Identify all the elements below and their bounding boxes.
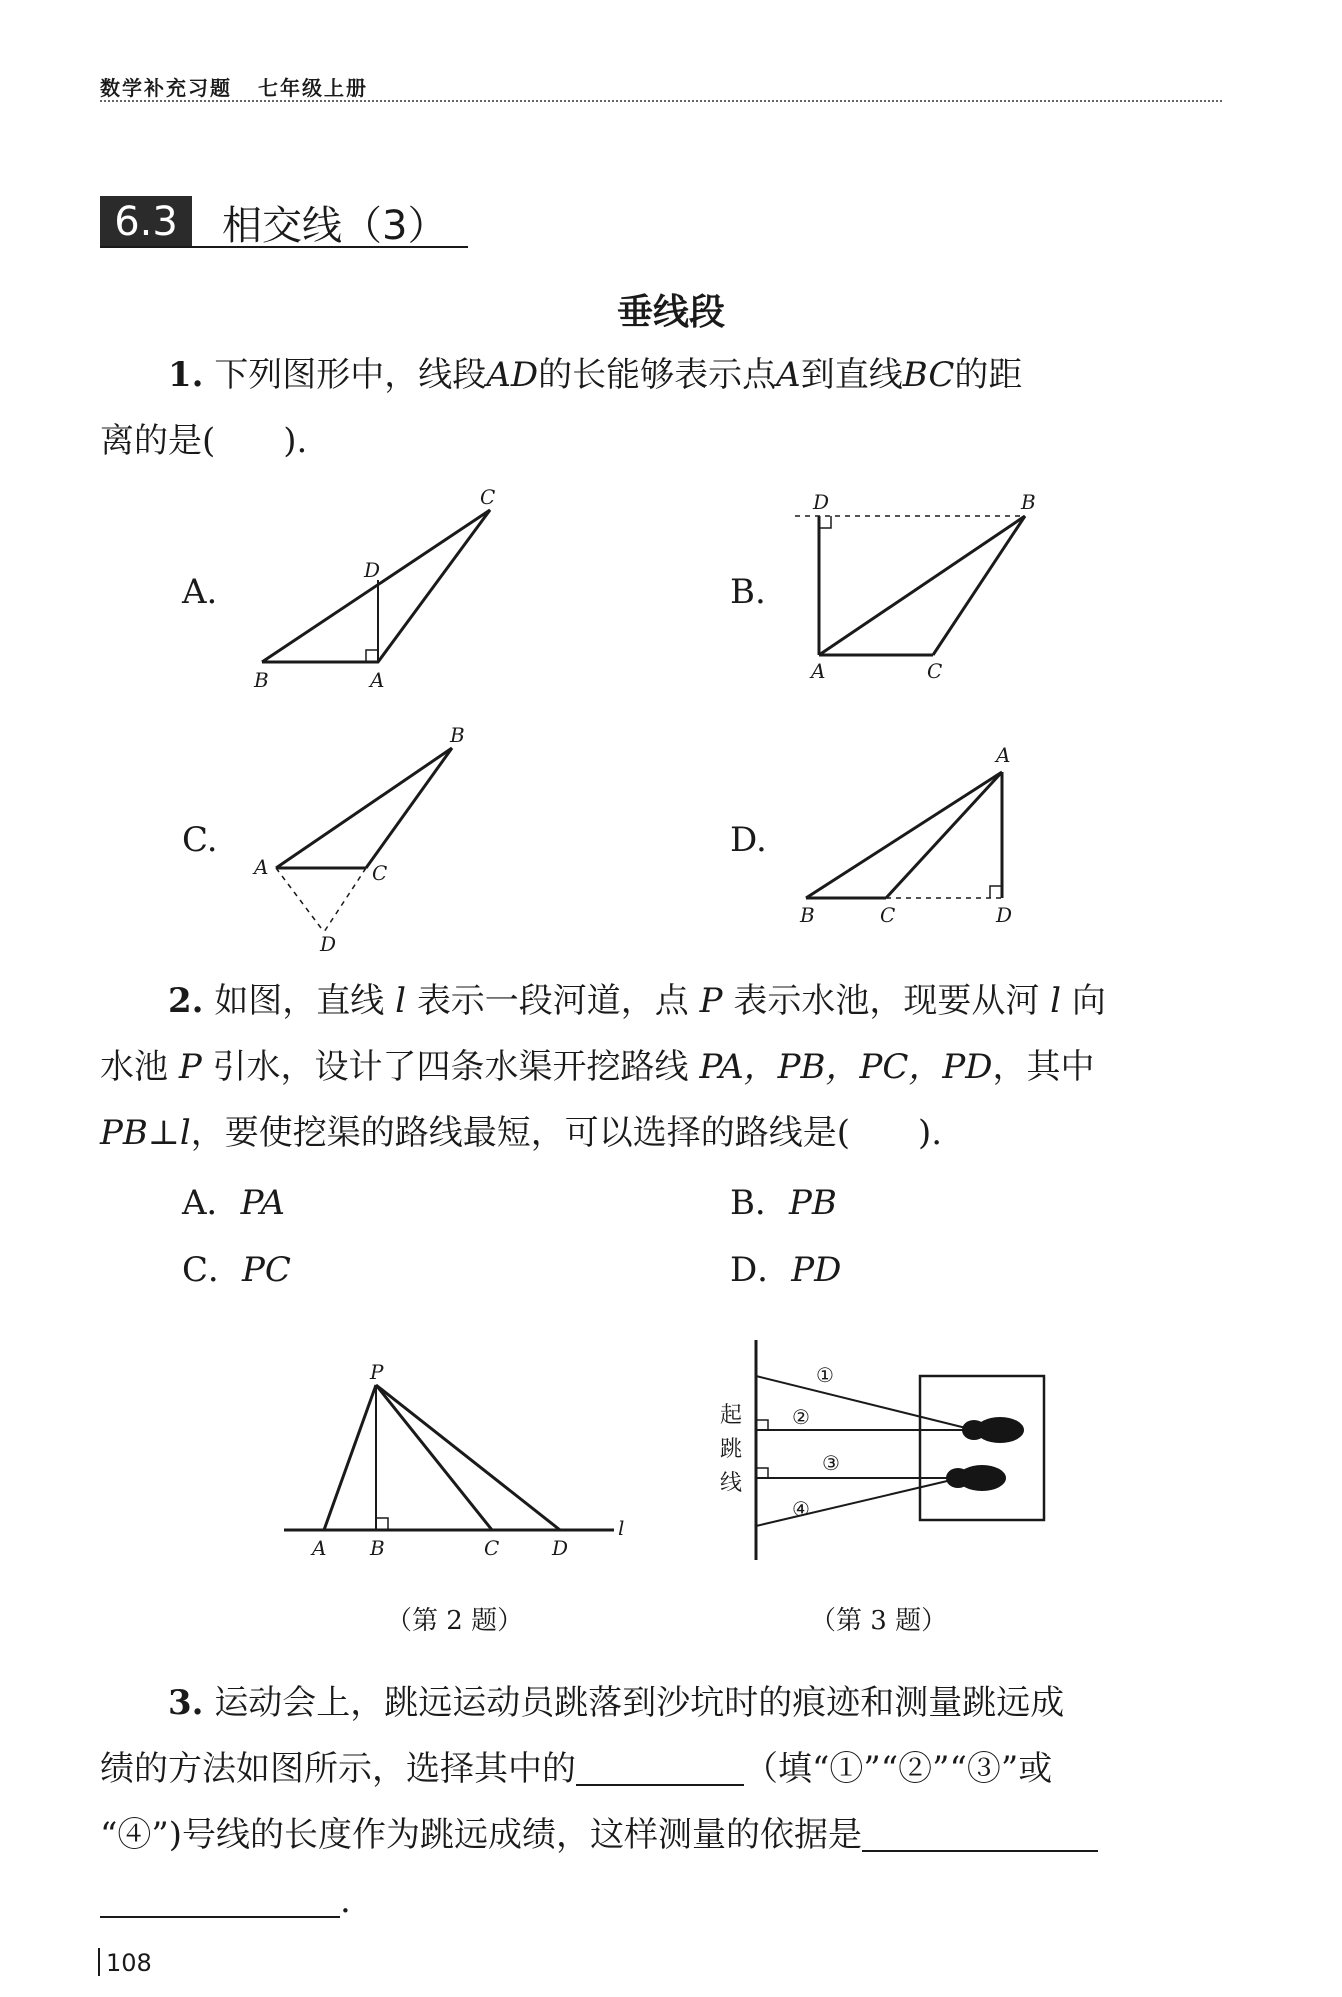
q2-line3: ，要使挖渠的路线最短，可以选择的路线是( ). — [190, 1113, 943, 1153]
running-header — [100, 72, 368, 101]
section-number-badge: 6.3 — [100, 196, 192, 248]
q2-caption: （第 2 题） — [386, 1606, 524, 1636]
fig-b-label-c: C — [927, 659, 943, 683]
q1-segment: AD — [486, 355, 539, 395]
q2-fig-label-b: B — [370, 1536, 385, 1560]
q1-option-d-label: D. — [730, 820, 767, 860]
q3-end-period: . — [340, 1881, 351, 1921]
page-number — [98, 1948, 152, 1977]
q2-line1-d: 向 — [1071, 981, 1106, 1021]
q1-figure-b — [785, 490, 1045, 690]
q2-point-p-2: P — [178, 1047, 202, 1087]
q2-fig-label-a: A — [312, 1536, 327, 1560]
q2-choice-a: A．PA — [182, 1183, 285, 1223]
fig-a-label-b: B — [254, 668, 269, 692]
start-line-char-3: 线 — [720, 1471, 743, 1496]
fig-c-label-b: B — [450, 723, 465, 747]
subheading: 垂线段 — [616, 292, 725, 333]
q2-line1-b: 表示一段河道，点 — [416, 981, 689, 1021]
q1-option-c-label: C. — [182, 820, 218, 860]
q1-text-e: 离的是( ). — [100, 421, 308, 461]
section-title: 相交线（3） — [222, 203, 448, 249]
fig-d-label-d: D — [996, 903, 1013, 927]
fig-d-label-a: A — [996, 743, 1011, 767]
page-number-text: 108 — [106, 1949, 152, 1977]
q2-fig-label-p: P — [370, 1360, 384, 1384]
q3-answer-blank-1[interactable] — [576, 1744, 744, 1786]
book-title: 数学补充习题 — [100, 76, 232, 100]
q1-figure-c — [248, 722, 488, 952]
q1-text-b: 的长能够表示点 — [538, 355, 777, 395]
section-underline — [100, 246, 468, 248]
q3-line3-a: “④”)号线的长度作为跳远成绩，这样测量的依据是 — [100, 1815, 863, 1855]
q3-caption: （第 3 题） — [810, 1606, 948, 1636]
q2-line1-c: 表示水池，现要从河 — [733, 981, 1040, 1021]
q2-point-p: P — [699, 981, 723, 1021]
q1-text-c: 到直线 — [800, 355, 903, 395]
fig-a-label-a: A — [370, 668, 385, 692]
q2-choice-c: C．PC — [182, 1250, 291, 1290]
fig-a-label-d: D — [364, 558, 381, 582]
header-divider — [100, 100, 1222, 102]
mark-2: ② — [792, 1405, 810, 1429]
q1-figure-a — [240, 480, 520, 700]
q2-line-l-2: l — [1050, 981, 1062, 1021]
fig-b-label-b: B — [1021, 490, 1036, 514]
question-2-text — [100, 968, 1230, 1166]
fig-a-label-c: C — [480, 485, 496, 509]
mark-3: ③ — [822, 1451, 840, 1475]
q1-option-b-label: B. — [730, 572, 766, 612]
q2-choice-b: B．PB — [730, 1183, 837, 1223]
q1-line: BC — [902, 355, 955, 395]
q3-number: 3. — [168, 1683, 204, 1723]
fig-d-label-c: C — [880, 903, 896, 927]
q3-figure — [710, 1330, 1070, 1580]
grade-label: 七年级上册 — [258, 76, 368, 100]
q1-point: A — [776, 355, 801, 395]
q2-perp: PB⊥l — [100, 1113, 191, 1153]
q3-line2-b: （填“①”“②”“③”或 — [744, 1749, 1053, 1789]
q2-line2-a: 水池 — [100, 1047, 168, 1087]
q2-line1-a: 如图，直线 — [214, 981, 385, 1021]
fig-c-label-c: C — [372, 861, 388, 885]
q2-fig-label-c: C — [484, 1536, 500, 1560]
question-1-text — [100, 342, 1230, 474]
fig-b-label-d: D — [813, 490, 830, 514]
q1-option-a-label: A. — [182, 572, 218, 612]
fig-b-label-a: A — [811, 659, 826, 683]
q2-fig-label-l: l — [618, 1516, 625, 1540]
q1-text-d: 的距 — [954, 355, 1023, 395]
q2-figure — [280, 1355, 640, 1565]
q2-line2-b: 引水，设计了四条水渠开挖路线 — [212, 1047, 689, 1087]
q3-line1: 运动会上，跳远运动员跳落到沙坑时的痕迹和测量跳远成 — [214, 1683, 1065, 1723]
start-line-char-1: 起 — [720, 1403, 743, 1428]
fig-c-label-d: D — [320, 932, 337, 952]
fig-c-label-a: A — [254, 855, 269, 879]
q1-number: 1. — [168, 355, 204, 395]
q2-number: 2. — [168, 981, 204, 1021]
fig-d-label-b: B — [800, 903, 815, 927]
start-line-char-2: 跳 — [720, 1437, 743, 1462]
q1-figure-d — [790, 742, 1040, 942]
mark-4: ④ — [792, 1497, 810, 1521]
q2-choice-d: D．PD — [730, 1250, 842, 1290]
q2-line-l: l — [395, 981, 406, 1021]
q3-line2-a: 绩的方法如图所示，选择其中的 — [100, 1749, 576, 1789]
q1-text-a: 下列图形中，线段 — [214, 355, 487, 395]
q2-fig-label-d: D — [552, 1536, 569, 1560]
q2-line2-c: ，其中 — [992, 1047, 1095, 1087]
q3-answer-blank-2[interactable] — [862, 1810, 1098, 1852]
q3-answer-blank-3[interactable] — [100, 1876, 340, 1918]
question-3-text — [100, 1670, 1230, 1934]
q2-routes: PA，PB，PC，PD — [699, 1047, 993, 1087]
mark-1: ① — [816, 1363, 834, 1387]
